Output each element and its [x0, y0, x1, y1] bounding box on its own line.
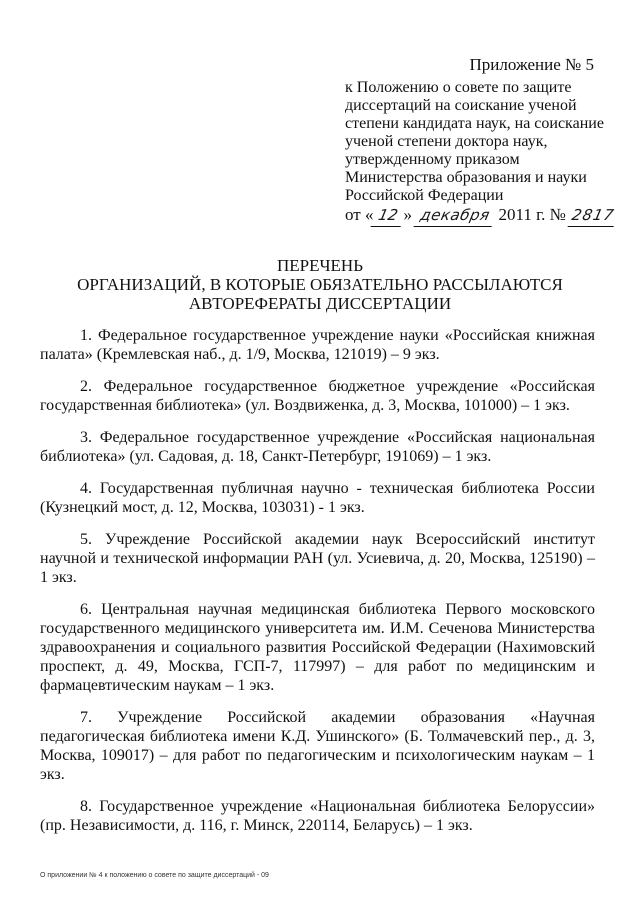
list-item: 8. Государственное учреждение «Национальная библиотека Белоруссии» (пр. Независимости, д. 116, г. Минск, 220114, Беларусь) – 1 экз. — [40, 798, 595, 834]
heading-line-3: АВТОРЕФЕРАТЫ ДИССЕРТАЦИИ — [188, 294, 452, 313]
heading-line-2: ОРГАНИЗАЦИЙ, В КОТОРЫЕ ОБЯЗАТЕЛЬНО РАССЫЛАЮТСЯ — [77, 275, 563, 294]
handwritten-order-number: 2817 — [568, 204, 619, 227]
reference-line: степени кандидата наук, на соискание — [345, 115, 604, 132]
appendix-reference — [345, 79, 605, 205]
reference-line: диссертаций на соискание ученой — [345, 97, 577, 114]
order-year: 2011 г. № — [494, 205, 571, 224]
order-date-number — [345, 204, 616, 227]
list-item: 5. Учреждение Российской академии наук Всероссийский институт научной и технической информации РАН (ул. Усиевича, д. 20, Москва, 125190) – 1 экз. — [40, 531, 595, 586]
list-item: 6. Центральная научная медицинская библиотека Первого московского государственного медицинского университета им. И.М. Сеченова Министерства здравоохранения и социального развития Российской Федерации (Нахимовский проспект, д. 49, Москва, ГСП-7, 117997) – для работ по медицинским и фармацевтическим наукам – 1 экз. — [40, 601, 595, 694]
reference-line: Министерства образования и науки — [345, 169, 587, 186]
organizations-list — [40, 326, 595, 848]
list-item: 4. Государственная публичная научно - техническая библиотека России (Кузнецкий мост, д. 12, Москва, 103031) - 1 экз. — [40, 480, 595, 516]
order-mid: » — [403, 205, 417, 224]
list-item: 7. Учреждение Российской академии образования «Научная педагогическая библиотека имени К.Д. Ушинского» (Б. Толмачевский пер., д. 3, Москва, 109017) – для работ по педагогическим и психологическим наукам – 1 экз. — [40, 709, 595, 783]
reference-line: Российской Федерации — [345, 187, 504, 204]
list-item: 3. Федеральное государственное учреждение «Российская национальная библиотека» (ул. Садовая, д. 18, Санкт-Петербург, 191069) – 1 экз. — [40, 429, 595, 465]
page-footer: О приложении № 4 к положению о совете по защите диссертаций - 09 — [40, 872, 269, 879]
list-item: 2. Федеральное государственное бюджетное учреждение «Российская государственная библиотека» (ул. Воздвиженка, д. 3, Москва, 101000) – 1 экз. — [40, 378, 595, 414]
list-item: 1. Федеральное государственное учреждение науки «Российская книжная палата» (Кремлевская наб., д. 1/9, Москва, 121019) – 9 экз. — [40, 327, 595, 363]
reference-line: утвержденному приказом — [345, 151, 520, 168]
appendix-title: Приложение № 5 — [469, 55, 594, 74]
reference-line: ученой степени доктора наук, — [345, 133, 548, 150]
order-prefix: от « — [345, 205, 374, 224]
document-heading — [40, 256, 600, 313]
heading-line-1: ПЕРЕЧЕНЬ — [277, 256, 363, 275]
reference-line: к Положению о совете по защите — [345, 79, 572, 96]
handwritten-month: декабря — [414, 204, 497, 227]
handwritten-day: 12 — [371, 204, 406, 227]
